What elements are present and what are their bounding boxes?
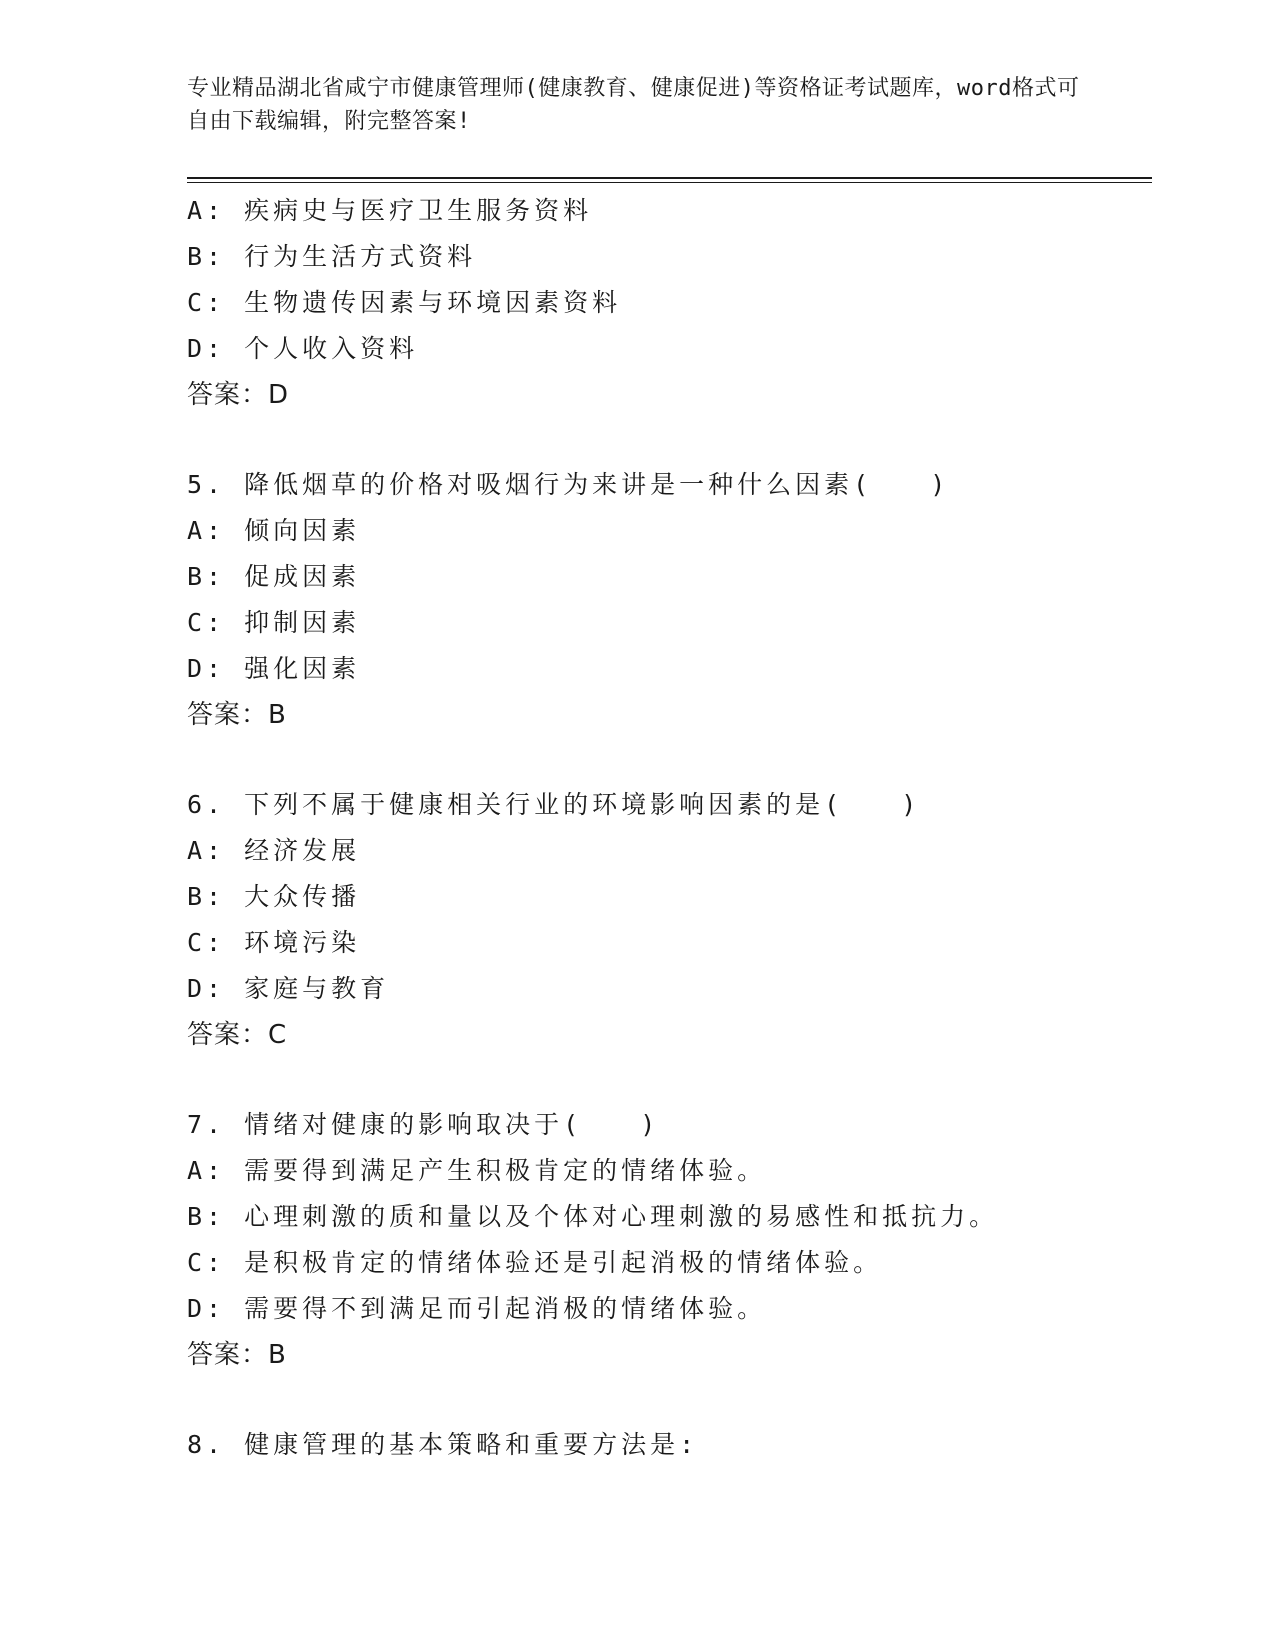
question-list xyxy=(187,188,1147,1468)
option-c: C: 环境污染 xyxy=(187,928,361,957)
question-stem: 5. 降低烟草的价格对吸烟行为来讲是一种什么因素( ) xyxy=(187,470,950,499)
question-stem: 6. 下列不属于健康相关行业的环境影响因素的是( ) xyxy=(187,790,921,819)
question-stem: 7. 情绪对健康的影响取决于( ) xyxy=(187,1110,660,1139)
option-c: C: 抑制因素 xyxy=(187,608,361,637)
answer: 答案：C xyxy=(187,1020,288,1050)
option-a: A: 倾向因素 xyxy=(187,516,361,545)
option-b: B: 行为生活方式资料 xyxy=(187,242,477,271)
answer: 答案：B xyxy=(187,700,287,730)
option-d: D: 强化因素 xyxy=(187,654,361,683)
document-header: 专业精品湖北省咸宁市健康管理师(健康教育、健康促进)等资格证考试题库，word格式可自由下载编辑，附完整答案! xyxy=(187,76,1080,134)
option-d: D: 家庭与教育 xyxy=(187,974,390,1003)
question-stem: 8. 健康管理的基本策略和重要方法是: xyxy=(187,1430,699,1459)
option-c: C: 是积极肯定的情绪体验还是引起消极的情绪体验。 xyxy=(187,1248,883,1277)
question-5 xyxy=(187,462,1147,738)
option-a: A: 经济发展 xyxy=(187,836,361,865)
option-a: A: 需要得到满足产生积极肯定的情绪体验。 xyxy=(187,1156,767,1185)
option-c: C: 生物遗传因素与环境因素资料 xyxy=(187,288,622,317)
answer: 答案：D xyxy=(187,380,290,410)
option-b: B: 大众传播 xyxy=(187,882,361,911)
header-divider-thick xyxy=(187,177,1152,179)
question-continued xyxy=(187,188,1147,418)
option-a: A: 疾病史与医疗卫生服务资料 xyxy=(187,196,593,225)
question-8 xyxy=(187,1422,1147,1468)
answer: 答案：B xyxy=(187,1340,287,1370)
option-b: B: 促成因素 xyxy=(187,562,361,591)
question-7 xyxy=(187,1102,1147,1378)
option-d: D: 个人收入资料 xyxy=(187,334,419,363)
header-divider-thin xyxy=(187,182,1152,183)
option-b: B: 心理刺激的质和量以及个体对心理刺激的易感性和抵抗力。 xyxy=(187,1202,999,1231)
option-d: D: 需要得不到满足而引起消极的情绪体验。 xyxy=(187,1294,767,1323)
question-6 xyxy=(187,782,1147,1058)
